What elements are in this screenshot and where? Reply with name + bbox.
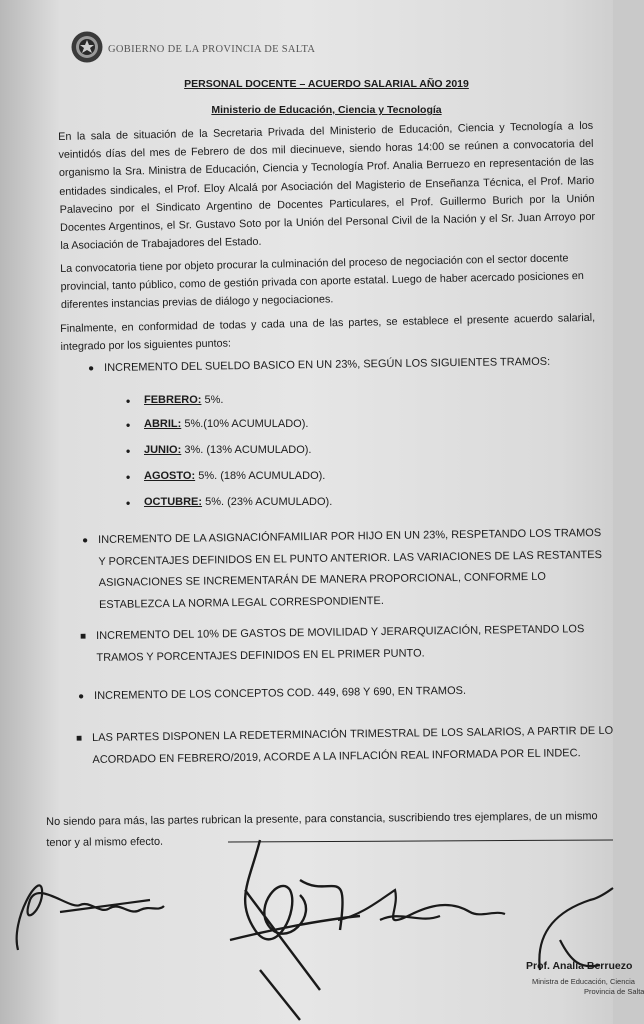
provincial-seal-icon	[70, 30, 104, 64]
agreement-item	[80, 619, 614, 669]
signature-3	[338, 890, 505, 920]
document-title: PERSONAL DOCENTE – ACUERDO SALARIAL AÑO 2019	[184, 78, 469, 90]
ministry-subtitle: Ministerio de Educación, Ciencia y Tecnología	[211, 104, 442, 116]
tramo-month: JUNIO:	[144, 444, 182, 456]
bullet-icon: ■	[76, 733, 83, 745]
tramo-detail: 5%. (23% ACUMULADO).	[202, 496, 333, 508]
bullet-icon: ●	[82, 535, 89, 547]
tramo-item	[126, 418, 309, 432]
tramo-detail: 5%.(10% ACUMULADO).	[181, 418, 309, 430]
tramo-month: AGOSTO:	[144, 470, 196, 482]
tramo-detail: 5%. (18% ACUMULADO).	[195, 470, 326, 482]
bullet-icon: •	[126, 394, 131, 408]
item-text: INCREMENTO DE LOS CONCEPTOS COD. 449, 698 Y 690, EN TRAMOS.	[94, 684, 467, 702]
tramo-item	[126, 444, 312, 458]
closing-paragraph: No siendo para más, las partes rubrican la presente, para constancia, suscribiendo tres ejemplares, de un mismo tenor y al mismo efecto.	[46, 810, 598, 849]
signature-4	[539, 888, 613, 970]
agreement-item	[78, 679, 574, 707]
signatures	[0, 820, 613, 1024]
tramo-item	[126, 496, 333, 510]
bullet-icon: ●	[88, 363, 95, 375]
purpose-paragraph: La convocatoria tiene por objeto procurar la culminación del proceso de negociación con el sector docente provincial, tanto público, como de gestión privada con aporte estatal. Luego de haber acercado posiciones en diferentes instancias previas de diálogo y negociaciones.	[60, 252, 584, 312]
intro-paragraph: En la sala de situación de la Secretaria Privada del Ministerio de Educación, Ciencia y Tecnología a los veintidós días del mes de Febrero de dos mil diecinueve, siendo horas 14:00 se reúnen a convocatoria del organismo la Sra. Ministra de Educación, Ciencia y Tecnología Prof. Analia Berruezo en representación de las entidades sindicales, el Prof. Eloy Alcalá por Asociación del Magisterio de Enseñanza Técnica, el Prof. Mario Palavecino por el Sindicato Argentino de Docentes Particulares, el Prof. Guillermo Burich por la Unión Docentes Argentinos, el Sr. Gustavo Soto por la Unión del Personal Civil de la Nación y el Sr. Juan Arroyo por la Asociación de Trabajadores del Estado.	[58, 119, 596, 253]
signer-role-line: Ministra de Educación, Ciencia	[532, 977, 635, 986]
tramo-month: FEBRERO:	[144, 394, 202, 406]
bullet-icon: •	[126, 444, 131, 458]
agreement-item	[82, 523, 609, 616]
letterhead	[70, 30, 315, 64]
government-heading: GOBIERNO DE LA PROVINCIA DE SALTA	[108, 43, 316, 55]
signature-2	[230, 840, 360, 1020]
tramo-item	[126, 394, 224, 408]
tramo-detail: 3%. (13% ACUMULADO).	[181, 444, 312, 456]
tramo-month: OCTUBRE:	[144, 496, 203, 508]
signer-name: Prof. Analia Berruezo	[526, 960, 633, 972]
signature-1	[17, 885, 164, 950]
tramo-item	[126, 470, 326, 484]
item-text: INCREMENTO DEL 10% DE GASTOS DE MOVILIDAD Y JERARQUIZACIÓN, RESPETANDO LOS TRAMOS Y PORCENTAJES DEFINIDOS EN EL PRIMER PUNTO.	[96, 623, 585, 664]
signer-role	[532, 977, 644, 997]
agreement-paragraph: Finalmente, en conformidad de todas y cada una de las partes, se establece el presente acuerdo salarial, integrado por los siguientes puntos:	[60, 311, 596, 354]
bullet-icon: •	[126, 496, 131, 510]
bullet-icon: •	[126, 418, 131, 432]
tramo-detail: 5%.	[201, 394, 224, 406]
agreement-item	[76, 721, 614, 771]
item-text: INCREMENTO DE LA ASIGNACIÓNFAMILIAR POR HIJO EN UN 23%, RESPETANDO LOS TRAMOS Y PORCENTAJES DEFINIDOS EN EL PUNTO ANTERIOR. LAS VARIACIONES DE LAS RESTANTES ASIGNACIONES SE INCREMENTARÁN DE MANERA PROPORCIONAL, CONFORME LO ESTABLEZCA LA NORMA LEGAL CORRESPONDIENTE.	[98, 526, 602, 611]
bullet-icon: ■	[80, 631, 87, 643]
agreement-item	[88, 351, 584, 379]
item-text: LAS PARTES DISPONEN LA REDETERMINACIÓN TRIMESTRAL DE LOS SALARIOS, A PARTIR DE LO ACORDADO EN FEBRERO/2019, ACORDE A LA INFLACIÓN REAL INFORMADA POR EL INDEC.	[92, 724, 614, 766]
tramo-month: ABRIL:	[144, 418, 182, 430]
bullet-icon: ●	[78, 691, 85, 703]
signer-role-line: Provincia de Salta	[584, 987, 644, 996]
item-text: INCREMENTO DEL SUELDO BASICO EN UN 23%, SEGÚN LOS SIGUIENTES TRAMOS:	[104, 355, 551, 374]
bullet-icon: •	[126, 470, 131, 484]
